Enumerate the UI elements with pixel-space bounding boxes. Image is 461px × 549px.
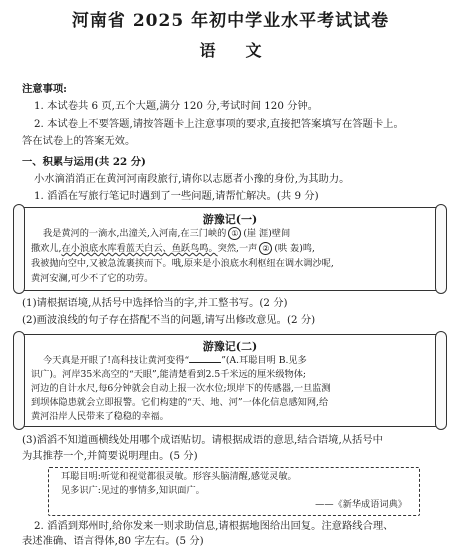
notice-line-3: 答在试卷上的答案无效。 [22,135,136,147]
notice-line-2: 2. 本试卷上不要答题,请按答题卡上注意事项的要求,直接把答案填写在答题卡上。 [34,118,404,130]
blank-number-1: ① [228,227,241,240]
scroll-1-line-1: 我是黄河的一滴水,出潼关,入河南,在三门峡的 ① (崖 涯)壁间 [43,228,291,239]
scroll-2-line-5: 黄河沿岸人民带来了稳稳的幸福。 [31,411,169,422]
question-1-part-3-line-1: (3)滔滔不知道画横线处用哪个成语贴切。请根据成语的意思,结合语境,从括号中 [22,434,383,446]
question-1-part-2: (2)画波浪线的句子存在搭配不当的问题,请写出修改意见。(2 分) [22,314,316,326]
question-1-part-1: (1)请根据语境,从括号中选择恰当的字,并工整书写。(2 分) [22,297,288,309]
wavy-underlined-sentence: 在小浪底水库看蓝天白云、鱼跃鸟鸣。 [61,243,218,254]
idiom-definition-box [48,467,420,516]
scroll-2-line-3: 河边的自计水尺,每6分钟就会自动上报一次水位;坝岸下的传感器,一旦监测 [31,383,331,394]
definition-1: 耳聪目明:听觉和视觉都很灵敏。形容头脑清醒,感觉灵敏。 [61,471,297,482]
travel-note-scroll-1 [20,207,440,291]
travel-note-scroll-2 [20,334,440,427]
scroll-2-title: 游豫记(二) [202,340,258,353]
notice-line-1: 1. 本试卷共 6 页,五个大题,满分 120 分,考试时间 120 分钟。 [34,100,319,112]
scroll-1-title: 游豫记(一) [202,213,258,226]
dictionary-source: ——《新华成语词典》 [315,499,407,510]
question-1-part-3-line-2: 为其推荐一个,并简要说明理由。(5 分) [22,450,198,462]
blank-number-2: ② [259,242,272,255]
exam-title: 河南省 2025 年初中学业水平考试试卷 [71,11,390,31]
scroll-1-line-4: 黄河安澜,可少不了它的功劳。 [31,273,154,284]
scroll-2-line-1: 今天真是开眼了!高科技让黄河变得“ ”(A.耳聪目明 B.见多 [43,355,307,366]
question-2-line-1: 2. 滔滔到郑州时,给你发来一则求助信息,请根据地图给出回复。注意路线合理、 [34,520,394,532]
definition-2: 见多识广:见过的事情多,知识面广。 [61,485,205,496]
scroll-1-line-2: 撒欢儿,在小浪底水库看蓝天白云、鱼跃鸟鸣。突然,一声 ② (哄 轰)鸣, [31,243,315,254]
section-heading: 一、积累与运用(共 22 分) [22,156,146,168]
question-1: 1. 滔滔在写旅行笔记时遇到了一些问题,请帮忙解决。(共 9 分) [34,190,319,202]
idiom-blank [189,353,221,363]
subject-title: 语文 [199,41,292,60]
section-intro: 小水滴消消正在黄河河南段旅行,请你以志愿者小豫的身份,为其助力。 [34,173,350,185]
scroll-1-line-3: 我被抛向空中,又被急流裹挟而下。哦,原来是小浪底水利枢纽在调水调沙呢, [31,258,334,269]
scroll-2-line-2: 识广)。河岸35米高空的“天眼”,能清楚看到2.5千米远的厘米级物体; [31,369,306,380]
question-2-line-2: 表述准确、语言得体,80 字左右。(5 分) [22,535,204,547]
scroll-2-line-4: 到坝体隐患就会立即报警。它们构建的“天、地、河”一体化信息感知网,给 [31,397,329,408]
notice-heading: 注意事项: [22,83,67,95]
